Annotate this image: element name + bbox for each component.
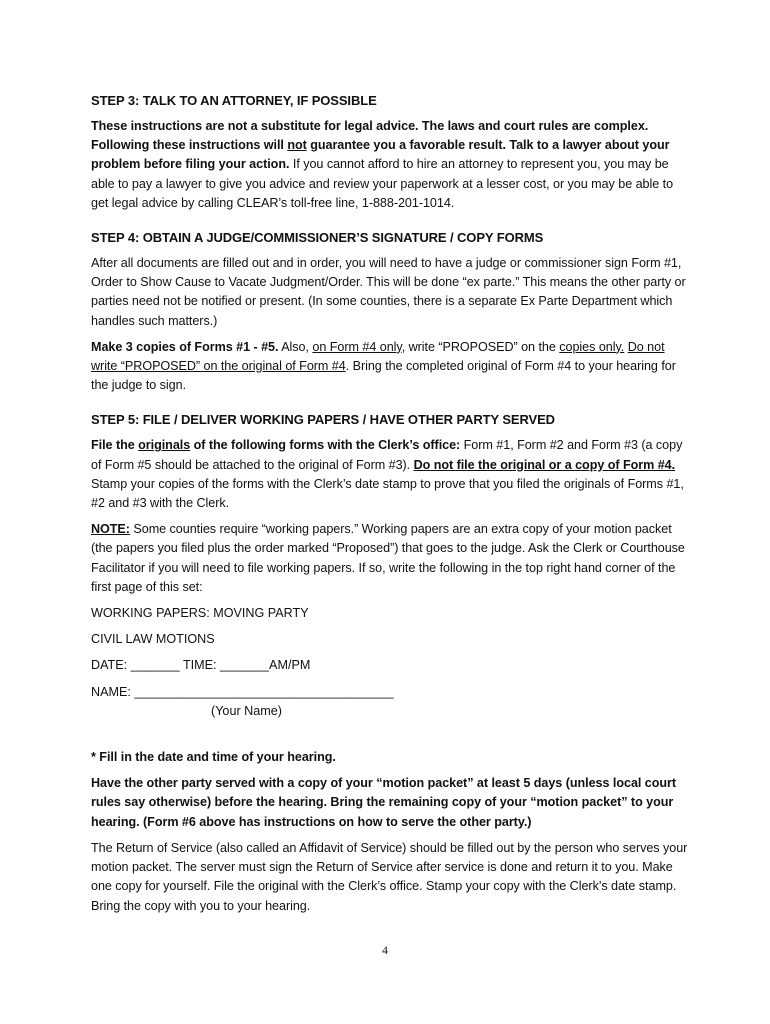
page-number: 4 <box>382 943 388 957</box>
step4-heading: STEP 4: OBTAIN A JUDGE/COMMISSIONER’S SIGNATURE / COPY FORMS <box>91 230 544 246</box>
step3-paragraph <box>91 117 691 213</box>
step4-underline-copies: copies only. <box>559 339 625 354</box>
step4-copies-bold: Make 3 copies of Forms #1 - #5. <box>91 339 279 354</box>
date-time-line: DATE: _______ TIME: _______AM/PM <box>91 658 311 673</box>
step3-text: If you cannot afford to hire an attorney to represent you, you may be able to pay a lawyer to give you advice and review your paperwork at a lesser cost, or you may be able to get legal advice by calling CLEAR’s toll-free line, 1-888-201-1014. <box>91 157 674 210</box>
step4-text-c: . Bring the completed original of Form #4 to your hearing for the judge to sign. <box>91 359 676 393</box>
step4-paragraph-2 <box>91 338 691 396</box>
step4-paragraph-1: After all documents are filled out and in order, you will need to have a judge or commissioner sign Form #1, Order to Show Cause to Vacate Judgment/Order. This will be done “ex parte.” This means the other party or parties need not be notified or present. (In some counties, there is a separate Ex Parte Department which handles such matters.) <box>91 256 686 328</box>
your-name-caption: (Your Name) <box>211 703 282 718</box>
step3-bold-a: These instructions are not a substitute for legal advice. The laws and court rules are complex. Following these instructions will <box>91 119 649 153</box>
step4-text-b: , write “PROPOSED” on the <box>401 339 560 354</box>
fill-in-note: * Fill in the date and time of your hearing. <box>91 750 336 765</box>
step3-bold-not: not <box>287 138 307 153</box>
step3-bold-b: guarantee you a favorable result. Talk to a lawyer about your problem before filing your action. <box>91 138 670 172</box>
name-line: NAME: _____________________________________ <box>91 684 394 699</box>
step4-underline-original: Do not write “PROPOSED” on the original of Form #4 <box>91 339 665 374</box>
working-papers-line: WORKING PAPERS: MOVING PARTY <box>91 606 309 621</box>
step5-heading: STEP 5: FILE / DELIVER WORKING PAPERS / HAVE OTHER PARTY SERVED <box>91 412 555 428</box>
note-text: Some counties require “working papers.” Working papers are an extra copy of your motion packet (the papers you filed plus the order marked “Proposed”) that goes to the judge. Ask the Clerk or Courthouse Facilitator if you will need to file working papers. If so, write the following in the top right hand corner of the first page of this set: <box>91 522 685 594</box>
step5-text-a: Form #1, Form #2 and Form #3 (a copy of Form #5 should be attached to the original of Form #3). <box>91 438 683 472</box>
step3-heading: STEP 3: TALK TO AN ATTORNEY, IF POSSIBLE <box>91 93 377 108</box>
document-page <box>91 92 691 923</box>
civil-law-motions-line: CIVIL LAW MOTIONS <box>91 632 215 647</box>
step4-underline-form4: on Form #4 only <box>312 339 402 354</box>
return-of-service-paragraph: The Return of Service (also called an Affidavit of Service) should be filled out by the person who serves your motion packet. The server must sign the Return of Service after service is done and return it to you. Make one copy for yourself. File the original with the Clerk’s office. Stamp your copy with the Clerk’s date stamp. Bring the copy with you to your hearing. <box>91 840 688 913</box>
step4-text-a: Also, <box>278 339 313 354</box>
step5-bold-a: File the <box>91 438 139 453</box>
step5-paragraph-1 <box>91 436 691 513</box>
serve-instructions: Have the other party served with a copy of your “motion packet” at least 5 days (unless local court rules say otherwise) before the hearing. Bring the remaining copy of your “motion packet” to your hearing. (Form #6 above has instructions on how to serve the other party.) <box>91 776 677 829</box>
step5-note-paragraph <box>91 520 691 597</box>
step5-bold-originals: originals <box>138 438 191 453</box>
step5-text-b: Stamp your copies of the forms with the Clerk’s date stamp to prove that you filed the originals of Forms #1, #2 and #3 with the Clerk. <box>91 476 684 511</box>
step5-bold-do-not-file: Do not file the original or a copy of Form #4. <box>413 457 676 472</box>
note-label: NOTE: <box>91 522 130 537</box>
step5-bold-b: of the following forms with the Clerk’s office: <box>190 438 461 453</box>
